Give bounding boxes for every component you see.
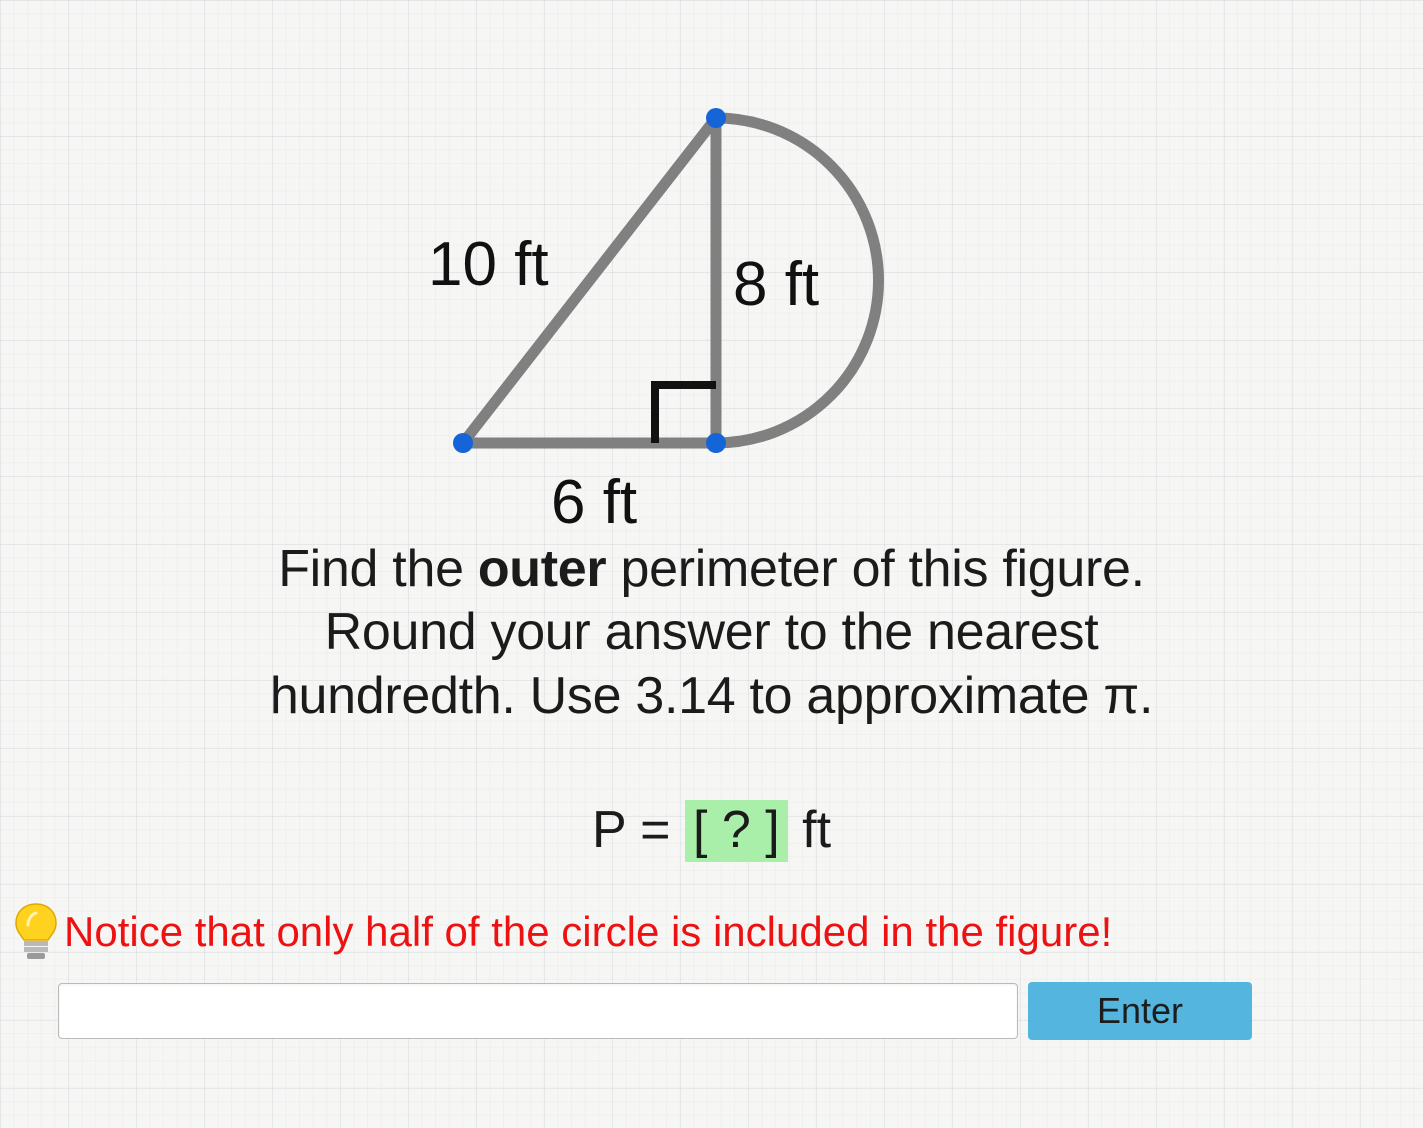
enter-button-label: Enter: [1096, 990, 1184, 1031]
problem-keyword-outer: outer: [477, 540, 607, 598]
vertex-dot-left: [453, 433, 473, 453]
answer-input[interactable]: [58, 983, 1018, 1039]
problem-line-2: Round your answer to the nearest: [324, 603, 1099, 662]
hint-row: [8, 900, 1408, 964]
vertex-dot-apex: [706, 108, 726, 128]
label-height: 8 ft: [733, 250, 820, 319]
label-base: 6 ft: [551, 468, 638, 537]
problem-line-1-part-b: perimeter of this figure.: [606, 540, 1145, 598]
problem-line-1-part-a: Find the: [278, 540, 478, 598]
lightbulb-icon: [10, 900, 62, 964]
problem-statement: [40, 538, 1383, 728]
label-hypotenuse: 10 ft: [428, 230, 549, 299]
right-angle-marker: [655, 385, 716, 443]
vertex-dot-right: [706, 433, 726, 453]
answer-expression: [40, 800, 1383, 862]
answer-input-row: [58, 980, 1368, 1042]
answer-blank-placeholder: [ ? ]: [685, 800, 788, 862]
problem-line-1: [40, 538, 1383, 601]
geometry-figure: [0, 0, 1423, 560]
answer-prefix: P =: [591, 801, 685, 859]
hint-text: Notice that only half of the circle is included in the figure!: [64, 908, 1113, 955]
answer-unit: ft: [802, 801, 832, 859]
enter-button[interactable]: [1028, 982, 1252, 1040]
problem-line-3: hundredth. Use 3.14 to approximate π.: [269, 666, 1154, 725]
